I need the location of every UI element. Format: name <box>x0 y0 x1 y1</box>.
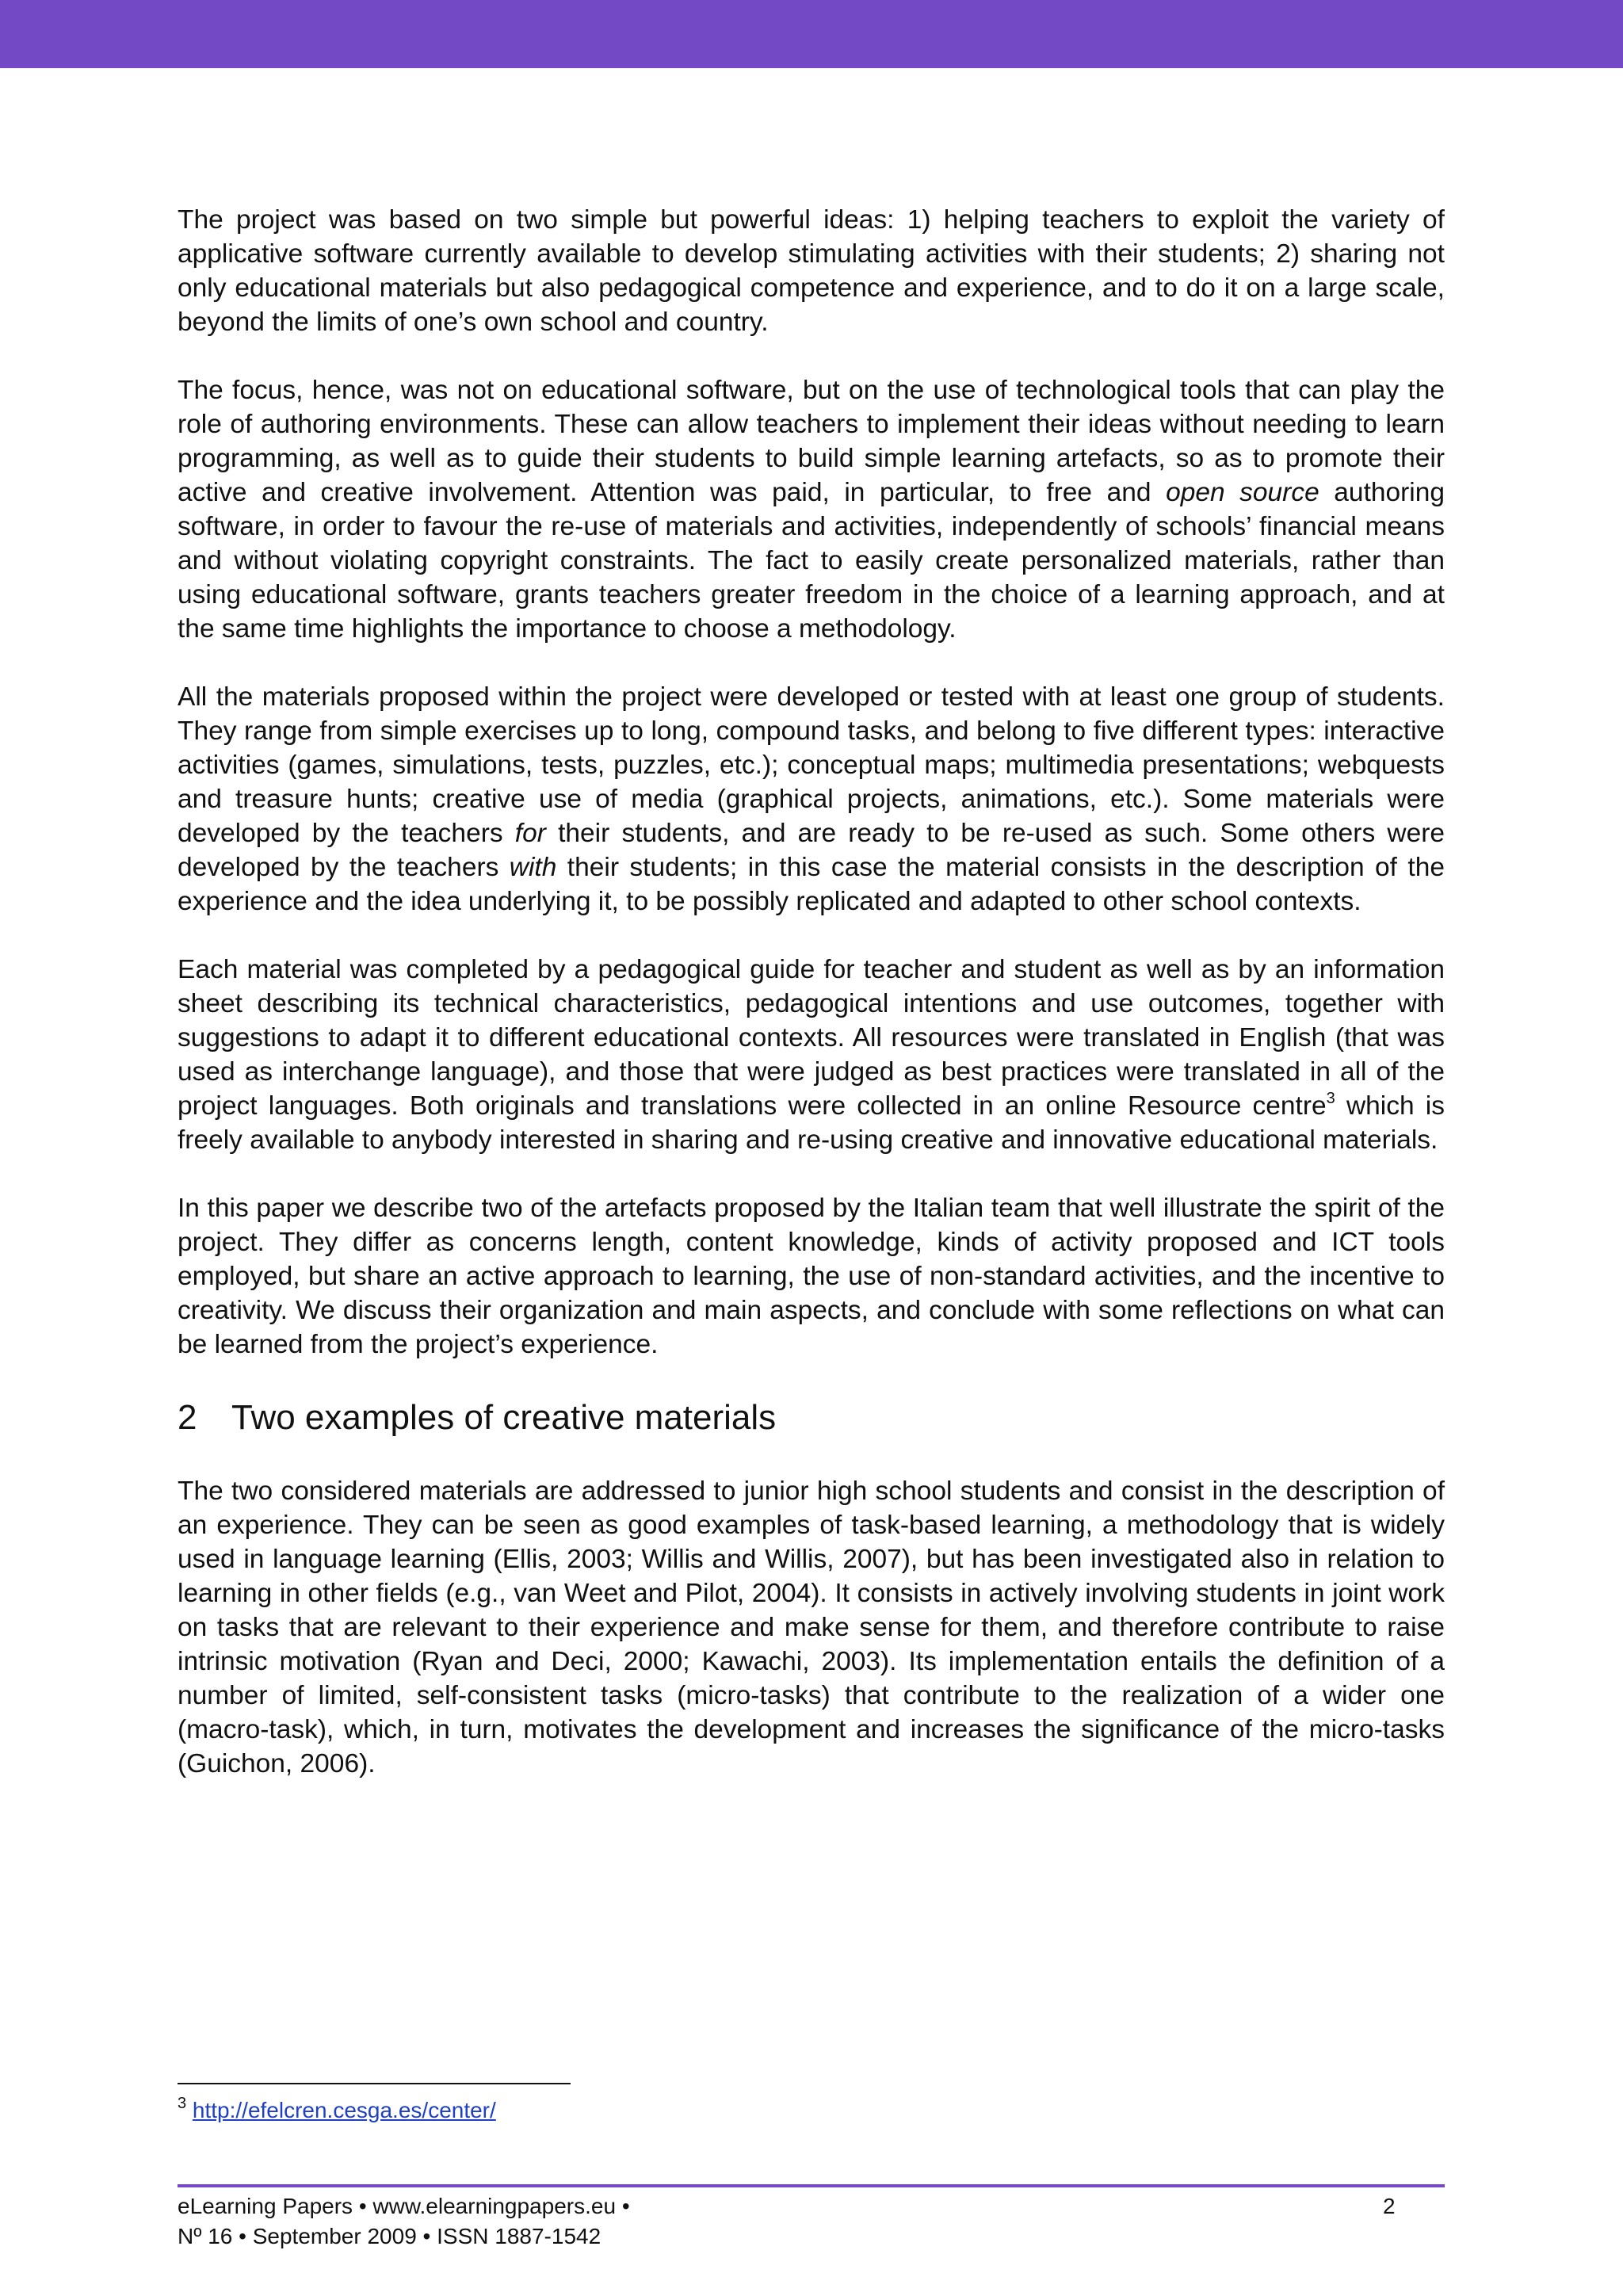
page-number: 2 <box>1383 2194 1396 2218</box>
section-heading <box>178 1396 1445 1440</box>
section-title: Two examples of creative materials <box>231 1398 777 1437</box>
footer-line-2: Nº 16 • September 2009 • ISSN 1887-1542 <box>178 2224 601 2248</box>
paragraph-project-ideas: The project was based on two simple but powerful ideas: 1) helping teachers to exploit the variety of applicative software currently available to develop stimulating activities with their students; 2) sharing not only educational materials but also pedagogical competence and experience, and to do it on a large scale, beyond the limits of one’s own school and country. <box>178 205 1445 337</box>
article-body <box>178 203 1445 1815</box>
paragraph-focus: The focus, hence, was not on educational software, but on the use of technological tools that can play the role of authoring environments. These can allow teachers to implement their ideas without needing to learn programming, as well as to guide their students to build simple learning artefacts, so as to promote their active and creative involvement. Attention was paid, in particular, to free and open source authoring software, in order to favour the re-use of materials and activities, independently of schools’ financial means and without violating copyright constraints. The fact to easily create personalized materials, rather than using educational software, grants teachers greater freedom in the choice of a learning approach, and at the same time highlights the importance to choose a methodology. <box>178 376 1445 644</box>
footnote-link[interactable]: http://efelcren.cesga.es/center/ <box>192 2098 496 2122</box>
emphasis-with: with <box>509 853 557 882</box>
paragraph-task-based-learning: The two considered materials are addressed to junior high school students and consist in the description of an experience. They can be seen as good examples of task-based learning, a methodology that is widely used in language learning (Ellis, 2003; Willis and Willis, 2007), but has been investigated also in relation to learning in other fields (e.g., van Weet and Pilot, 2004). It consists in actively involving students in joint work on tasks that are relevant to their experience and make sense for them, and therefore contribute to raise intrinsic motivation (Ryan and Deci, 2000; Kawachi, 2003). Its implementation entails the definition of a number of limited, self-consistent tasks (micro-tasks) that contribute to the realization of a wider one (macro-task), which, in turn, motivates the development and increases the significance of the micro-tasks (Guichon, 2006). <box>178 1477 1445 1778</box>
footer-line-1: eLearning Papers • www.elearningpapers.eu • <box>178 2194 630 2218</box>
footnote-reference[interactable]: 3 <box>1326 1090 1335 1107</box>
paragraph-materials: All the materials proposed within the project were developed or tested with at least one group of students. They range from simple exercises up to long, compound tasks, and belong to five different types: interactive activities (games, simulations, tests, puzzles, etc.); conceptual maps; multimedia presentations; webquests and treasure hunts; creative use of media (graphical projects, animations, etc.). Some materials were developed by the teachers for their students, and are ready to be re-used as such. Some others were developed by the teachers with their students; in this case the material consists in the description of the experience and the idea underlying it, to be possibly replicated and adapted to other school contexts. <box>178 682 1445 916</box>
emphasis-open-source: open source <box>1166 478 1319 507</box>
footer-divider <box>178 2184 1445 2187</box>
paragraph-pedagogical-guide: Each material was completed by a pedagogical guide for teacher and student as well as by an information sheet describing its technical characteristics, pedagogical intentions and use outcomes, together with suggestions to adapt it to different educational contexts. All resources were translated in English (that was used as interchange language), and those that were judged as best practices were translated in all of the project languages. Both originals and translations were collected in an online Resource centre$^3$ which is freely available to anybody interested in sharing and re-using creative and innovative educational materials. <box>178 955 1445 1155</box>
footnote-separator <box>178 2083 571 2084</box>
paragraph-this-paper: In this paper we describe two of the artefacts proposed by the Italian team that well illustrate the spirit of the project. They differ as concerns length, content knowledge, kinds of activity proposed and ICT tools employed, but share an active approach to learning, the use of non-standard activities, and the incentive to creativity. We discuss their organization and main aspects, and conclude with some reflections on what can be learned from the project’s experience. <box>178 1194 1445 1359</box>
footnote-number: 3 <box>178 2095 187 2112</box>
header-band <box>0 0 1623 68</box>
emphasis-for: for <box>514 819 546 848</box>
footnote <box>178 2096 496 2125</box>
footer-publication-info <box>178 2191 630 2252</box>
section-number: 2 <box>178 1398 197 1437</box>
